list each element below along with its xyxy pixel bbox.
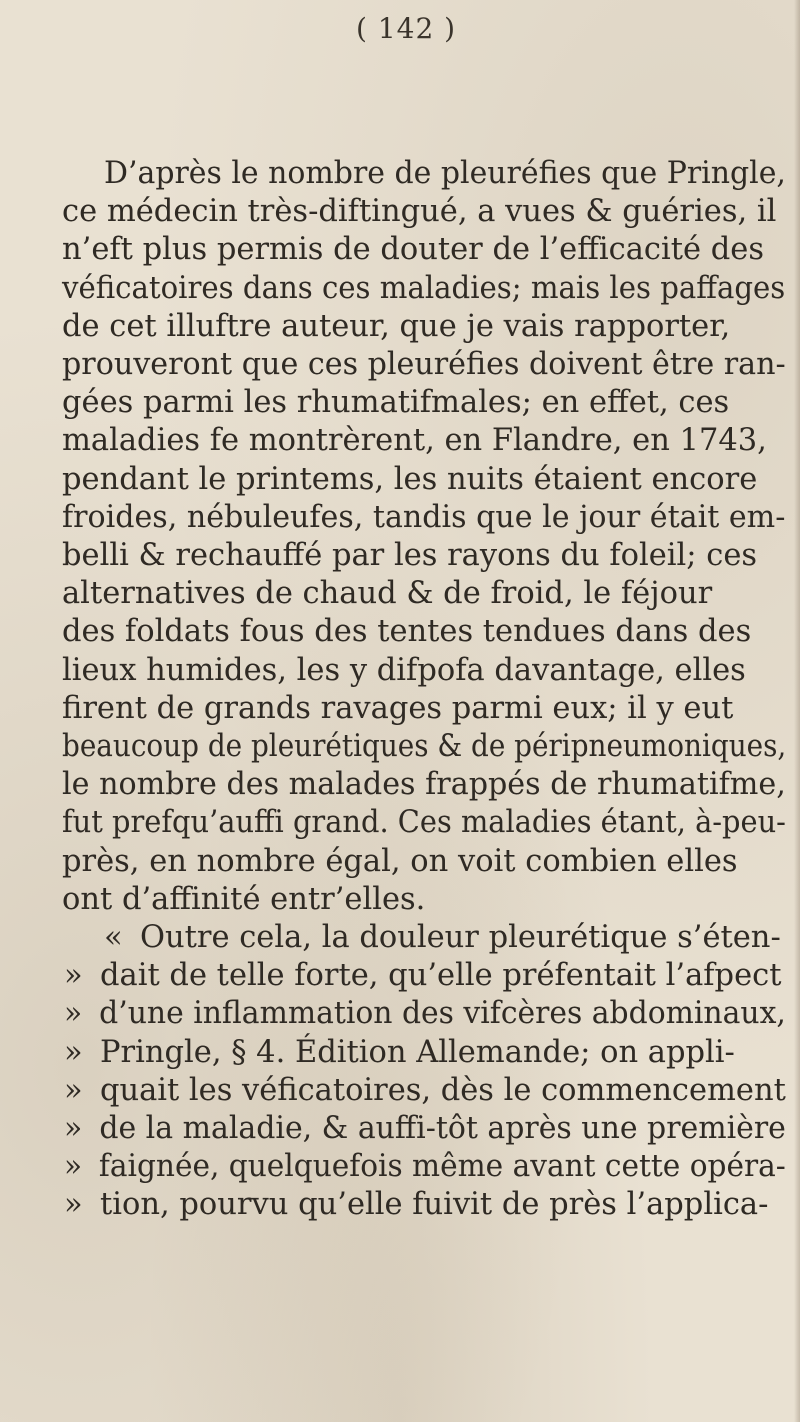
quote-line <box>64 1147 786 1187</box>
quote-line <box>64 1185 768 1225</box>
quote-mark: « <box>104 920 123 955</box>
text-line: fut prefqu’auffi grand. Ces maladies étant, à-peu- <box>62 805 786 841</box>
text-line: véficatoires dans ces maladies; mais les paffages <box>62 270 786 306</box>
quote-text: quait les véficatoires, dès le commencement <box>99 1072 786 1108</box>
page-edge-shadow <box>794 0 800 1422</box>
quote-text: de la maladie, & auffi-tôt après une première <box>99 1111 786 1146</box>
text-line: des foldats fous des tentes tendues dans des <box>62 614 752 650</box>
quote-mark: » <box>64 958 83 994</box>
quote-text: d’une inflammation des vifcères abdominaux, <box>99 996 786 1032</box>
text-line: alternatives de chaud & de froid, le féjour <box>62 576 713 612</box>
text-line: de cet illuftre auteur, que je vais rapporter, <box>62 308 731 344</box>
text-line: D’après le nombre de pleuréfies que Pringle, <box>104 156 786 191</box>
text-line: le nombre des malades frappés de rhumatifme, <box>62 767 786 803</box>
text-line: maladies fe montrèrent, en Flandre, en 1743, <box>62 423 767 459</box>
text-line: belli & rechauffé par les rayons du foleil; ces <box>62 538 758 573</box>
quote-mark: » <box>64 996 83 1032</box>
text-line: ce médecin très-diftingué, a vues & guéries, il <box>62 194 777 230</box>
text-line: beaucoup de pleurétiques & de péripneumoniques, <box>62 729 787 764</box>
quote-mark: » <box>64 1111 83 1146</box>
quote-line <box>104 918 781 958</box>
text-line: n’eft plus permis de douter de l’efficacité des <box>62 232 764 268</box>
quote-mark: » <box>64 1072 83 1108</box>
text-line: lieux humides, les y difpofa davantage, elles <box>62 652 746 688</box>
quote-mark: » <box>64 1187 83 1223</box>
quote-line <box>64 1109 786 1149</box>
text-line: froides, nébuleufes, tandis que le jour était em- <box>62 499 786 535</box>
quote-text: Outre cela, la douleur pleurétique s’éten- <box>140 920 781 955</box>
text-line: firent de grands ravages parmi eux; il y eut <box>62 690 734 726</box>
page-number: ( 142 ) <box>356 12 457 45</box>
quote-text: Pringle, § 4. Édition Allemande; on appli- <box>100 1034 735 1070</box>
quote-line <box>64 956 781 996</box>
quote-text: dait de telle forte, qu’elle préfentait l’afpect <box>100 958 782 994</box>
text-line: pendant le printems, les nuits étaient encore <box>62 461 758 497</box>
quote-mark: » <box>64 1149 83 1185</box>
text-line: gées parmi les rhumatifmales; en effet, ces <box>62 385 730 421</box>
quote-line <box>64 1033 735 1073</box>
text-line: prouveront que ces pleuréfies doivent être ran- <box>62 347 786 382</box>
quote-text: faignée, quelquefois même avant cette opéra- <box>98 1149 786 1185</box>
quote-mark: » <box>64 1034 83 1070</box>
quote-line <box>64 1071 786 1111</box>
text-line: près, en nombre égal, on voit combien elles <box>62 843 738 879</box>
quote-text: tion, pourvu qu’elle fuivit de près l’applica- <box>100 1187 769 1223</box>
text-line: ont d’affinité entr’elles. <box>62 881 426 917</box>
quote-line <box>64 994 786 1034</box>
